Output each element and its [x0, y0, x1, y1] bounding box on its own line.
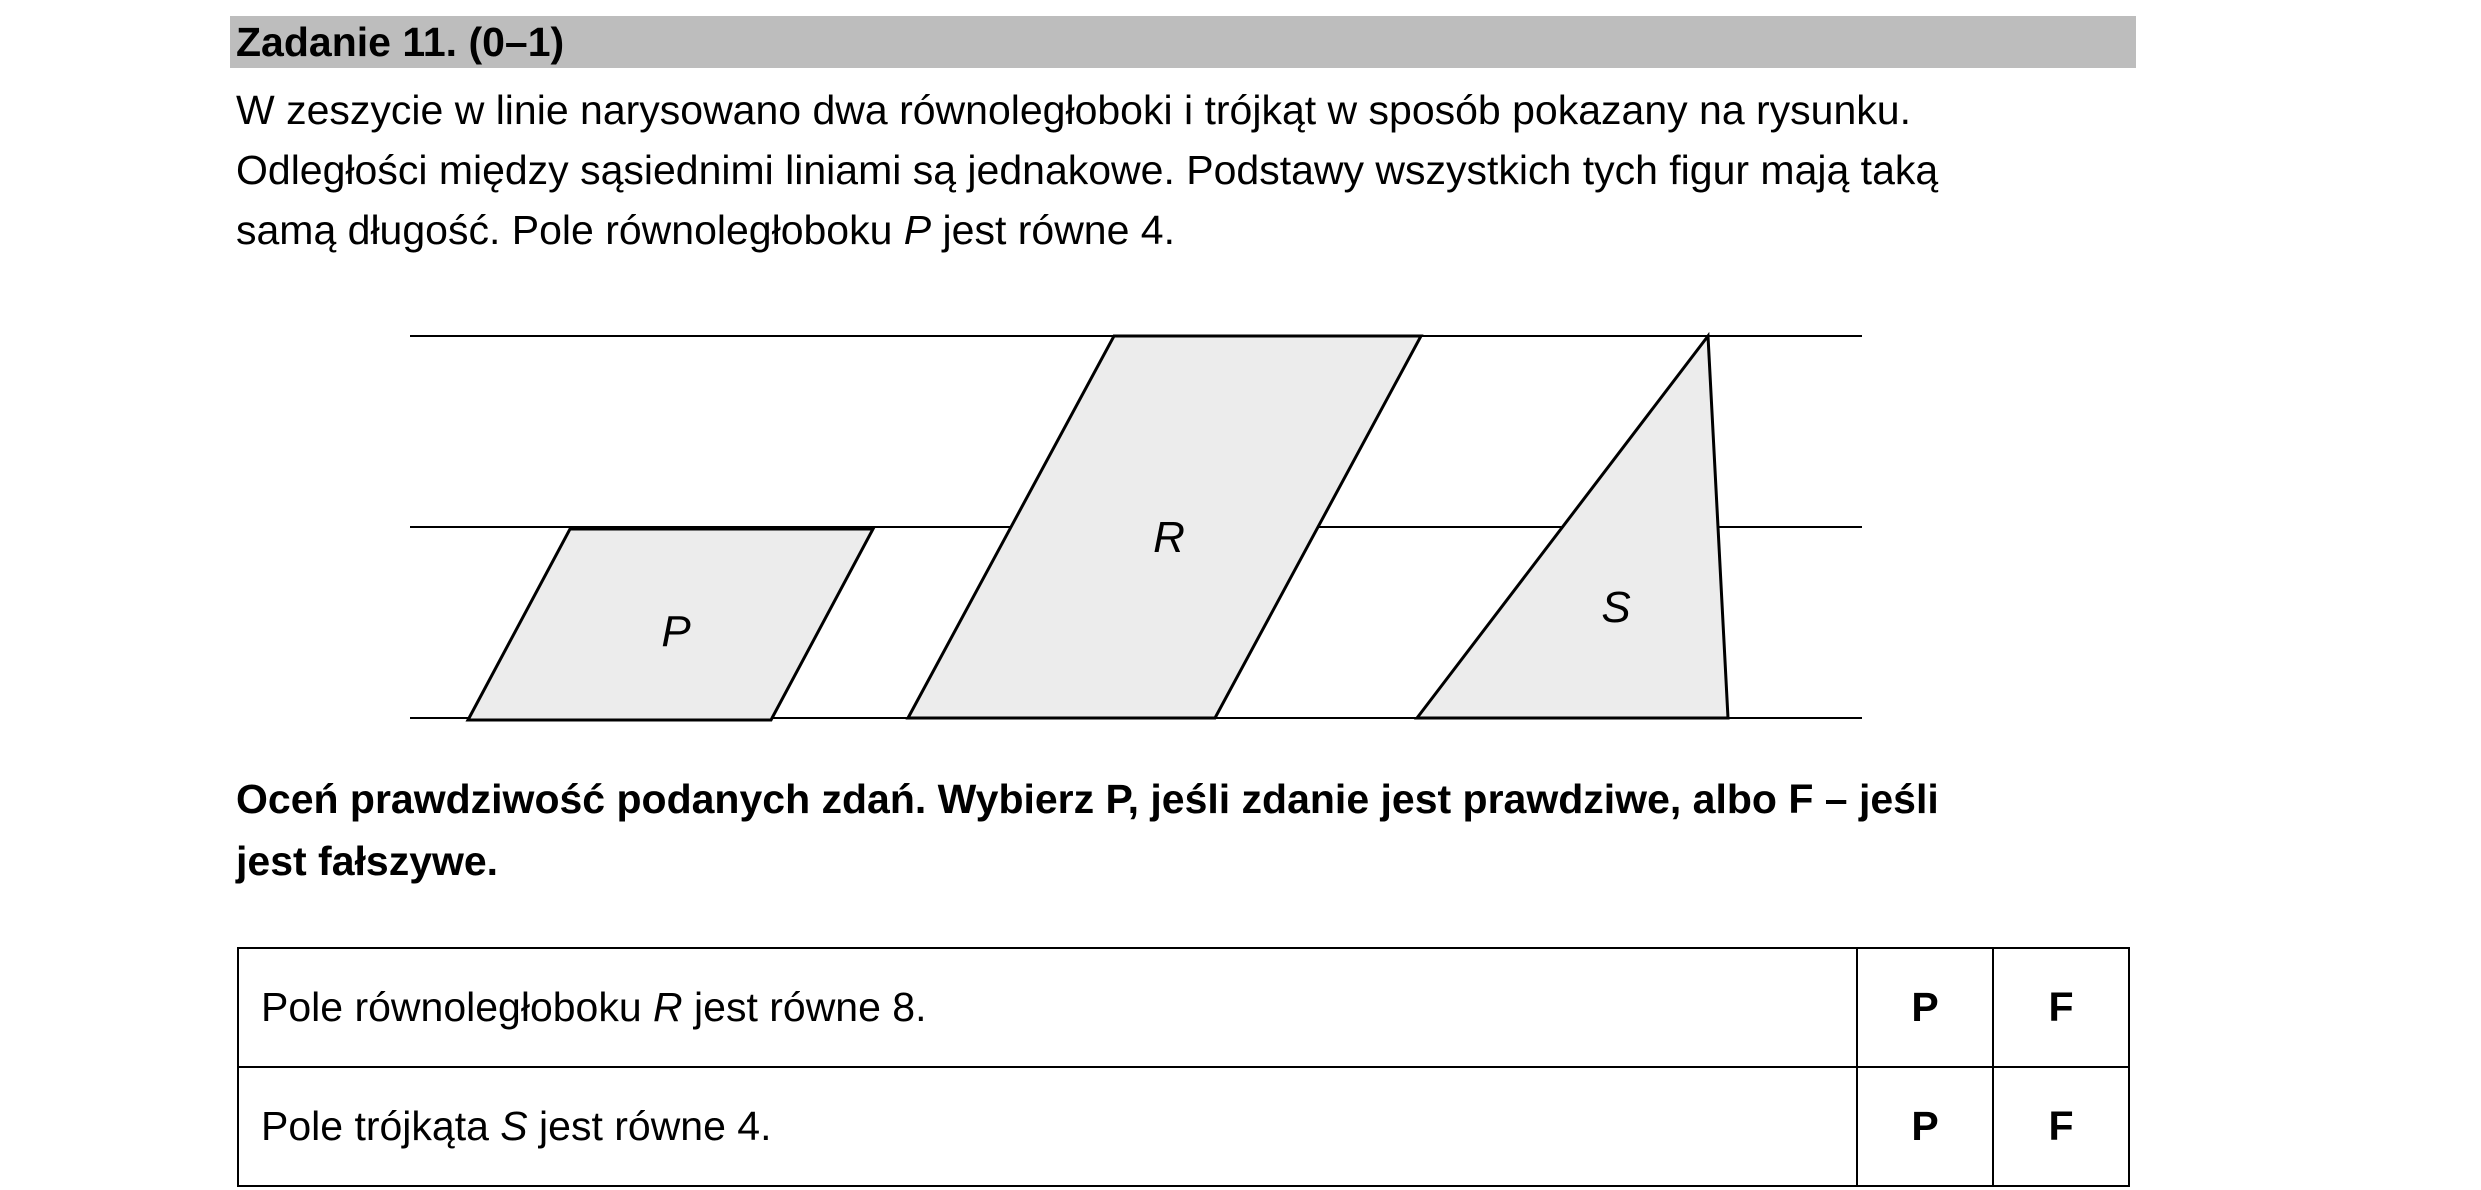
instruction-line-1: Oceń prawdziwość podanych zdań. Wybierz P, jeśli zdanie jest prawdziwe, albo F – jeśli — [236, 776, 1939, 822]
label-p: P — [661, 607, 691, 656]
statement-2-false-option[interactable]: F — [1993, 1067, 2129, 1186]
variable-s: S — [500, 1103, 528, 1149]
instruction — [236, 768, 2146, 892]
variable-r: R — [653, 984, 683, 1030]
statement-1-start: Pole równoległoboku — [261, 984, 654, 1030]
statement-2-start: Pole trójkąta — [261, 1103, 501, 1149]
statement-2-true-option[interactable]: P — [1857, 1067, 1993, 1186]
statement-1-true-option[interactable]: P — [1857, 948, 1993, 1067]
instruction-line-2: jest fałszywe. — [236, 838, 499, 884]
table-row — [238, 948, 2129, 1067]
task-title: Zadanie 11. (0–1) — [236, 19, 565, 65]
label-s: S — [1601, 583, 1631, 632]
statement-2-end: jest równe 4. — [527, 1103, 772, 1149]
label-r: R — [1153, 513, 1185, 562]
statement-1-end: jest równe 8. — [682, 984, 927, 1030]
intro-line-3-start: samą długość. Pole równoległoboku — [236, 207, 904, 253]
variable-p: P — [903, 207, 932, 253]
intro-line-1: W zeszycie w linie narysowano dwa równoległoboki i trójkąt w sposób pokazany na rysunku. — [236, 87, 1911, 133]
table-row — [238, 1067, 2129, 1186]
statement-1 — [238, 948, 1857, 1067]
statement-1-false-option[interactable]: F — [1993, 948, 2129, 1067]
true-false-table — [237, 947, 2130, 1187]
intro-line-2: Odległości między sąsiednimi liniami są jednakowe. Podstawy wszystkich tych figur mają taką — [236, 147, 1939, 193]
statement-2 — [238, 1067, 1857, 1186]
intro-line-3-end: jest równe 4. — [931, 207, 1175, 253]
